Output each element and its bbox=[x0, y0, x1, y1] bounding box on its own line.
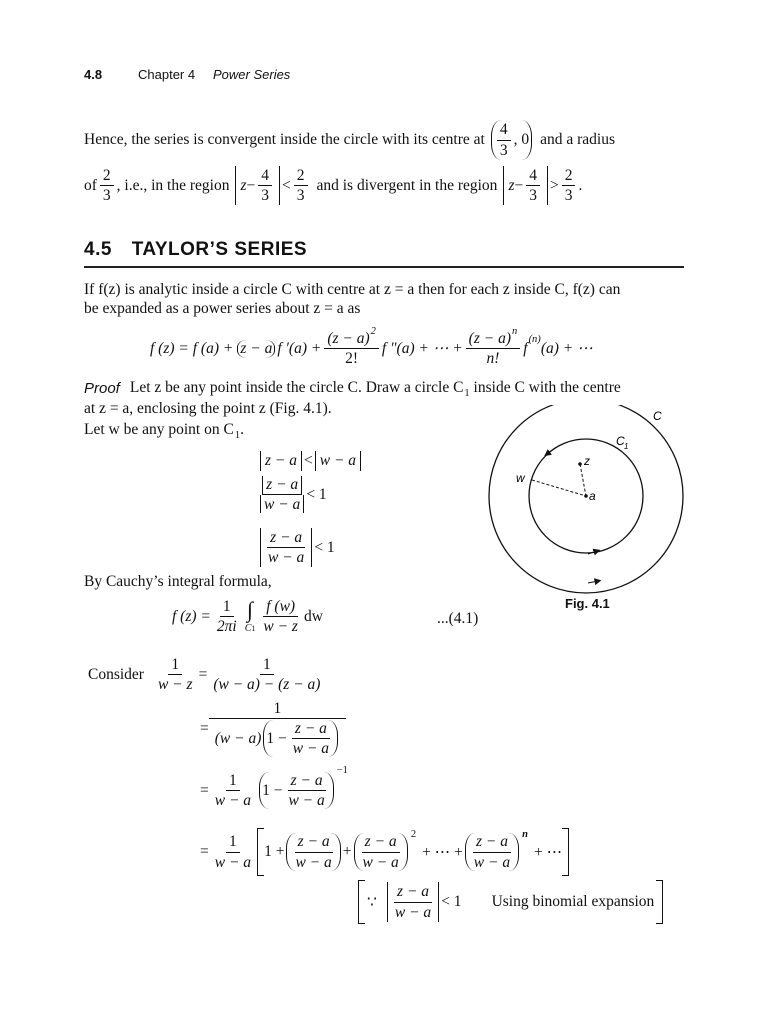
and-radius-text: and a radius bbox=[540, 131, 615, 148]
cauchy-fn-num: f (w) bbox=[263, 598, 298, 617]
c2-den-left: (w − a) bbox=[214, 730, 262, 748]
region-text: , i.e., in the region bbox=[116, 176, 230, 194]
intro-line-1 bbox=[84, 120, 615, 160]
termn-f: f bbox=[523, 339, 528, 357]
minus-sign: − bbox=[246, 176, 256, 194]
c2-inner-num: z − a bbox=[292, 720, 330, 739]
c4-t2-den: w − a bbox=[362, 853, 399, 871]
c4-plus: + bbox=[342, 843, 352, 860]
frac-den: 3 bbox=[529, 187, 537, 205]
statement-line-1: If f(z) is analytic inside a circle C with centre at z = a then for each z inside C, f(z) can bbox=[84, 281, 621, 298]
c1-subscript: 1 bbox=[234, 429, 241, 441]
c2-eq: = bbox=[200, 719, 209, 737]
proof-line3-text: Let w be any point on C bbox=[84, 421, 234, 438]
step-2 bbox=[200, 700, 346, 757]
cauchy-dw: dw bbox=[303, 607, 323, 625]
termn-deriv-order: (n) bbox=[528, 334, 541, 346]
c4-fraction bbox=[212, 833, 254, 870]
label-c1-sub: 1 bbox=[624, 442, 629, 451]
cauchy-coefficient bbox=[214, 598, 240, 635]
inequality-2 bbox=[258, 476, 327, 513]
cauchy-intro: By Cauchy’s integral formula, bbox=[84, 573, 272, 590]
taylor-term1-tail: f ′(a) + bbox=[277, 339, 322, 357]
ineq3-num: z − a bbox=[267, 529, 305, 548]
proof-text: Let z be any point inside the circle C. Draw a circle C bbox=[129, 379, 464, 396]
label-c: C bbox=[653, 409, 662, 423]
radius-numerator: 2 bbox=[100, 167, 114, 186]
figure-caption: Fig. 4.1 bbox=[565, 596, 610, 611]
c2-inner-den: w − a bbox=[292, 740, 330, 758]
term1-text: z − a bbox=[240, 339, 273, 357]
section-heading bbox=[84, 239, 307, 261]
c4-num: 1 bbox=[226, 833, 240, 852]
c3-inner-num: z − a bbox=[288, 772, 326, 791]
termn-exp: n bbox=[512, 326, 518, 337]
termn-num-text: (z − a) bbox=[468, 330, 511, 347]
c4-t2-frac bbox=[360, 833, 402, 870]
taylor-formula bbox=[150, 326, 593, 368]
ineq3-fraction bbox=[265, 529, 307, 566]
ineq2-den: w − a bbox=[260, 495, 304, 513]
label-w: w bbox=[516, 471, 525, 485]
proof-line3-period: . bbox=[240, 421, 244, 438]
c4-t2-exp: 2 bbox=[410, 828, 417, 840]
point-z bbox=[578, 462, 582, 466]
because-symbol: ∵ bbox=[367, 893, 377, 911]
ineq2-num: z − a bbox=[262, 476, 302, 495]
statement-line-2: be expanded as a power series about z = a as bbox=[84, 300, 361, 317]
c1-rhs-num: 1 bbox=[260, 656, 274, 675]
point-a bbox=[584, 494, 588, 498]
cauchy-formula bbox=[172, 598, 323, 635]
consider-text: Consider bbox=[88, 665, 144, 683]
divergent-text: and is divergent in the region bbox=[316, 176, 498, 194]
note-num: z − a bbox=[394, 883, 432, 902]
c4-term2 bbox=[354, 833, 408, 870]
frac-num: 4 bbox=[258, 167, 272, 186]
cauchy-coef-den: 2πi bbox=[216, 618, 237, 636]
c4-eq: = bbox=[200, 843, 209, 860]
c2-fraction bbox=[212, 700, 343, 757]
chapter-title: Power Series bbox=[213, 67, 291, 82]
c4-tn-den: w − a bbox=[473, 853, 511, 871]
frac-den: 3 bbox=[564, 187, 573, 205]
ineq3-rhs: < 1 bbox=[314, 538, 335, 556]
ineq3-den: w − a bbox=[268, 549, 305, 567]
inequality-1 bbox=[258, 451, 363, 471]
taylor-lhs: f (z) = f (a) + bbox=[150, 339, 234, 357]
c4-one-plus: 1 + bbox=[264, 843, 285, 860]
taylor-term1 bbox=[237, 340, 275, 358]
step-3 bbox=[200, 765, 348, 810]
note-text: Using binomial expansion bbox=[491, 893, 655, 910]
cauchy-integrand bbox=[260, 598, 301, 635]
termn-den: n! bbox=[486, 350, 500, 368]
inner-circle-arrow-top bbox=[547, 448, 555, 454]
frac-den: 3 bbox=[296, 187, 305, 205]
c1-eq: = bbox=[198, 665, 208, 683]
c3-inner-frac bbox=[285, 772, 327, 809]
c3-fraction bbox=[212, 772, 254, 809]
taylor-termn bbox=[466, 326, 521, 368]
section-title: TAYLOR’S SERIES bbox=[131, 239, 308, 260]
outer-circle-arrow bbox=[588, 581, 598, 583]
taylor-term2-tail: f ″(a) + ⋯ + bbox=[381, 340, 463, 358]
c4-tail: + ⋯ bbox=[533, 843, 563, 861]
term2-den: 2! bbox=[345, 350, 359, 368]
c4-t2-num: z − a bbox=[362, 833, 400, 852]
c1-num: 1 bbox=[168, 656, 182, 675]
frac-num: 2 bbox=[294, 167, 308, 186]
c3-den: w − a bbox=[214, 792, 252, 810]
lt-sign: < bbox=[282, 176, 291, 194]
binomial-note bbox=[358, 880, 663, 924]
frac-num: 2 bbox=[562, 167, 576, 186]
gt-sign: > bbox=[549, 176, 559, 194]
c1-lhs bbox=[155, 656, 196, 693]
frac-den: 3 bbox=[261, 187, 269, 205]
ineq2-rhs: < 1 bbox=[306, 485, 327, 503]
divergent-abs bbox=[503, 166, 548, 205]
radius-denominator: 3 bbox=[102, 187, 111, 205]
proof-line-1 bbox=[84, 379, 621, 397]
inequality-3 bbox=[258, 528, 335, 567]
step-4 bbox=[200, 828, 569, 876]
centre-fraction bbox=[497, 121, 511, 158]
convergent-abs bbox=[235, 166, 280, 205]
intro-line-2 bbox=[84, 166, 582, 205]
cauchy-coef-num: 1 bbox=[220, 598, 234, 617]
c2-one-minus: 1 − bbox=[266, 730, 287, 748]
termn-tail: (a) + ⋯ bbox=[540, 340, 593, 358]
centre-numerator: 4 bbox=[497, 121, 511, 140]
page-number: 4.8 bbox=[84, 67, 103, 82]
c1-rhs-den: (w − a) − (z − a) bbox=[213, 676, 321, 694]
four-thirds bbox=[258, 167, 272, 204]
label-z: z bbox=[584, 454, 590, 468]
c4-bracket bbox=[257, 828, 569, 876]
four-thirds bbox=[526, 167, 540, 204]
c2-inner-frac bbox=[290, 720, 332, 757]
c3-inner-den: w − a bbox=[288, 792, 325, 810]
ineq3-abs bbox=[260, 528, 312, 567]
c2-paren bbox=[263, 720, 338, 757]
radius-z-to-a bbox=[580, 464, 586, 496]
centre-y: , 0 bbox=[513, 131, 530, 148]
c1-rhs bbox=[210, 656, 323, 693]
ineq1-left: z − a bbox=[260, 451, 302, 471]
label-a: a bbox=[589, 489, 596, 503]
chapter-label: Chapter 4 bbox=[138, 67, 196, 82]
c3-one-minus: 1 − bbox=[262, 781, 283, 799]
c3-exponent: −1 bbox=[336, 765, 348, 777]
minus-sign: − bbox=[514, 176, 524, 194]
intro-text: Hence, the series is convergent inside the circle with its centre at bbox=[84, 131, 485, 148]
frac-num: 4 bbox=[526, 167, 540, 186]
c3-num: 1 bbox=[226, 772, 240, 791]
ineq2-fraction bbox=[258, 476, 306, 513]
figure-4-1 bbox=[470, 405, 700, 595]
contour-sub: 1 bbox=[251, 624, 256, 634]
c4-term1 bbox=[286, 833, 340, 870]
two-thirds bbox=[294, 167, 308, 204]
centre-denominator: 3 bbox=[499, 141, 508, 159]
z-var: z bbox=[508, 176, 515, 194]
section-rule bbox=[84, 266, 684, 268]
c4-termn bbox=[465, 833, 519, 870]
proof-label: Proof bbox=[84, 379, 120, 397]
integral-glyph: ∫ bbox=[247, 597, 254, 623]
c4-t1-den: w − a bbox=[295, 853, 332, 871]
integral-sign bbox=[245, 599, 256, 634]
of-text: of bbox=[84, 176, 97, 194]
taylor-term2 bbox=[324, 326, 379, 368]
contour-c: C bbox=[244, 623, 252, 635]
c4-t1-frac bbox=[292, 833, 334, 870]
centre-point bbox=[491, 120, 532, 160]
cauchy-lhs: f (z) = bbox=[172, 607, 211, 625]
z-var: z bbox=[240, 176, 247, 194]
c3-paren bbox=[259, 772, 334, 809]
radius-w-to-a bbox=[532, 480, 586, 496]
term2-num bbox=[324, 326, 379, 349]
equation-label: ...(4.1) bbox=[437, 610, 479, 627]
consider-line bbox=[88, 656, 326, 693]
outer-circle-c bbox=[489, 405, 683, 593]
c4-tn-frac bbox=[471, 833, 513, 870]
c3-eq: = bbox=[200, 781, 209, 799]
c4-t1-num: z − a bbox=[295, 833, 333, 852]
c4-dots: + ⋯ + bbox=[422, 843, 463, 861]
proof-line-3 bbox=[84, 421, 244, 439]
c2-den bbox=[212, 719, 343, 757]
c4-den: w − a bbox=[214, 853, 252, 871]
note-den: w − a bbox=[394, 903, 432, 921]
section-number: 4.5 bbox=[84, 239, 112, 260]
c4-tn-num: z − a bbox=[473, 833, 511, 852]
term2-exp: 2 bbox=[370, 326, 376, 337]
radius-fraction bbox=[100, 167, 114, 204]
note-fraction bbox=[392, 883, 434, 920]
note-bracket bbox=[358, 880, 663, 924]
cauchy-fn-den: w − z bbox=[263, 618, 298, 636]
period: . bbox=[578, 176, 583, 194]
c2-num: 1 bbox=[209, 700, 346, 719]
term2-num-text: (z − a) bbox=[327, 330, 370, 347]
ineq1-lt: < bbox=[304, 452, 313, 469]
proof-line-2: at z = a, enclosing the point z (Fig. 4.1). bbox=[84, 400, 332, 417]
c1-den: w − z bbox=[157, 676, 193, 694]
c4-tn-exp: n bbox=[522, 828, 528, 840]
note-abs bbox=[387, 882, 439, 921]
ineq1-right: w − a bbox=[315, 451, 361, 471]
two-thirds bbox=[562, 167, 576, 204]
label-c1: C bbox=[616, 434, 625, 448]
termn-num bbox=[466, 326, 521, 349]
c1-subscript: 1 bbox=[464, 387, 470, 399]
note-lt: < 1 bbox=[441, 893, 462, 910]
proof-text-rest: inside C with the centre bbox=[469, 379, 621, 396]
